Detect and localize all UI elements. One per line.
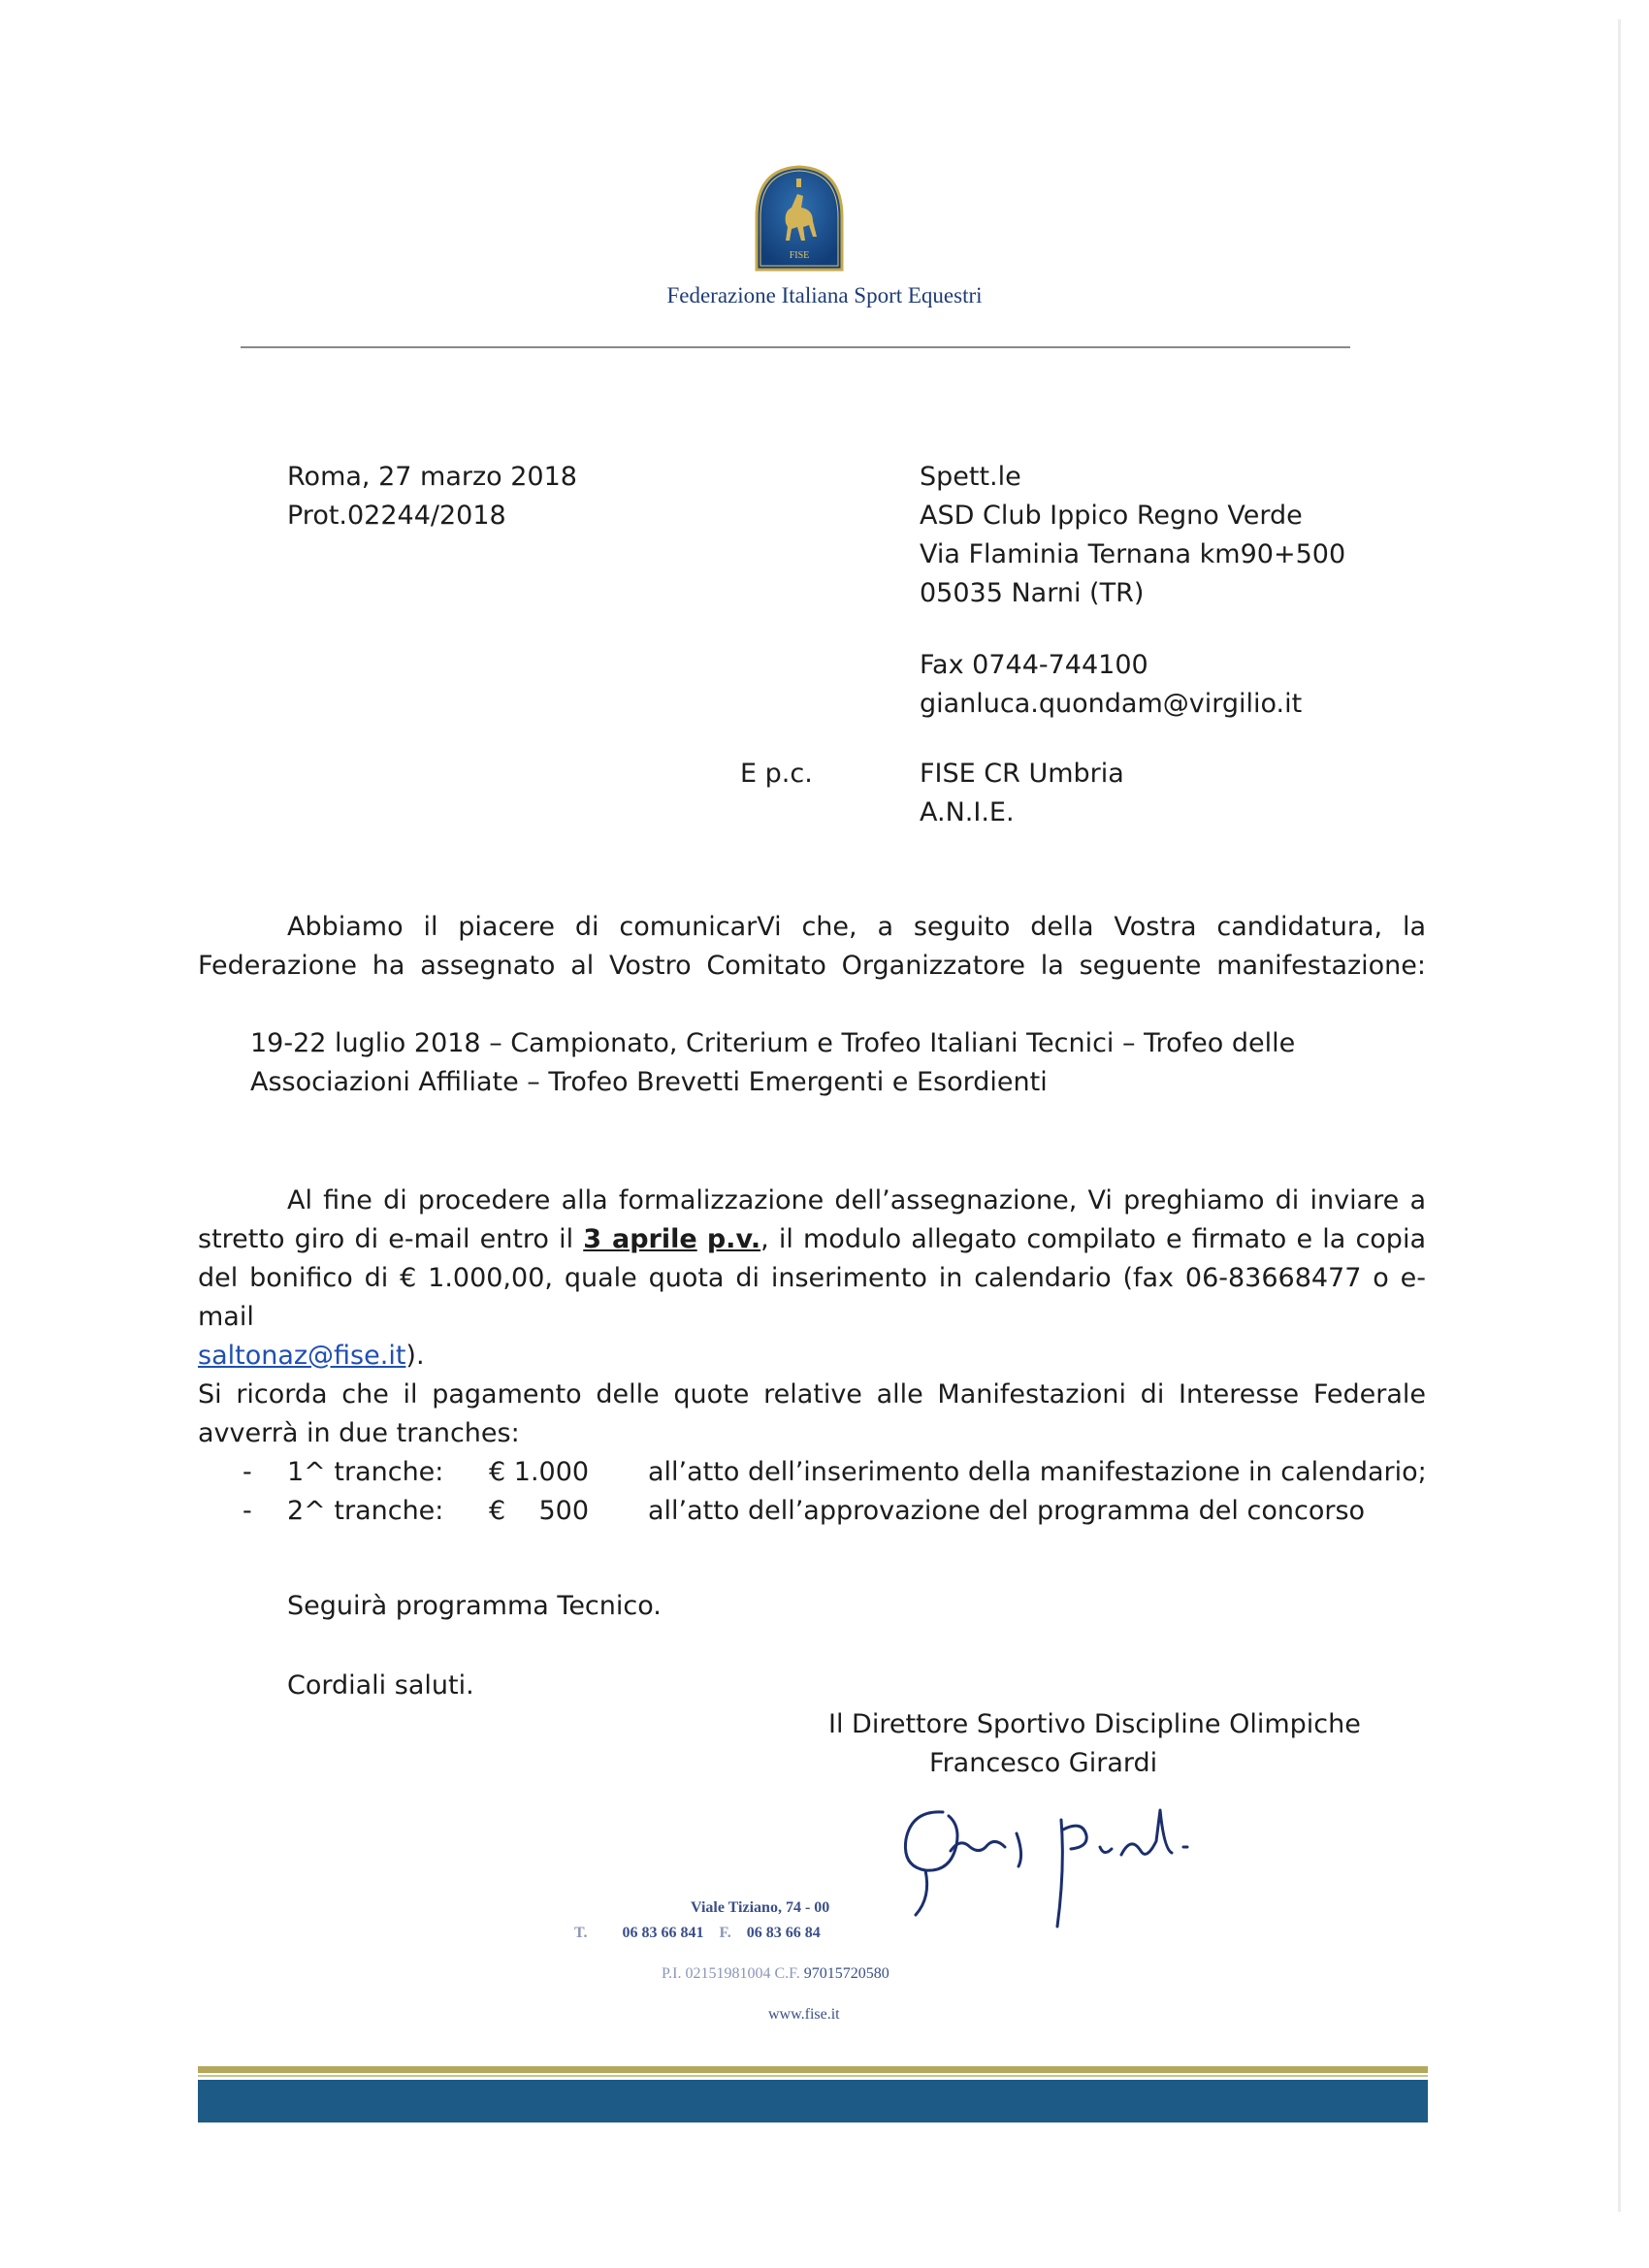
- closing-regards: Cordiali saluti.: [287, 1670, 474, 1701]
- tranche-amount: € 500: [489, 1496, 590, 1526]
- paragraph-line: avverrà in due tranches:: [198, 1418, 520, 1448]
- paragraph-request: [198, 1182, 1426, 1376]
- recipient-block: [920, 458, 1345, 613]
- deadline-date: 3 aprile: [583, 1224, 697, 1254]
- footer-band-blue: [198, 2080, 1428, 2122]
- cc-line-1: FISE CR Umbria: [920, 759, 1124, 789]
- paragraph-line: Al fine di procedere alla formalizzazione dell’assegnazione, Vi preghiamo di inviare a: [287, 1185, 1426, 1215]
- footer-band-olive: [198, 2066, 1428, 2073]
- paragraph-announcement: [198, 908, 1426, 986]
- paragraph-line: del bonifico di € 1.000,00, quale quota di inserimento in calendario (fax 06-83668477 o e-mail: [198, 1263, 1426, 1332]
- email-link[interactable]: saltonaz@fise.it: [198, 1341, 406, 1371]
- recipient-name: ASD Club Ippico Regno Verde: [920, 501, 1303, 531]
- date-line: Roma, 27 marzo 2018: [287, 462, 577, 492]
- sender-block: [287, 458, 577, 535]
- cc-line-2: A.N.I.E.: [920, 797, 1015, 827]
- scan-edge: [1618, 19, 1621, 2212]
- text-segment: stretto giro di e-mail entro il: [198, 1224, 584, 1254]
- deadline-suffix: p.v.: [706, 1224, 761, 1254]
- pi-label: P.I.: [662, 1965, 682, 1982]
- event-description: [250, 1024, 1414, 1102]
- recipient-contacts: [920, 646, 1302, 724]
- paragraph-line: Abbiamo il piacere di comunicarVi che, a seguito della Vostra candidatura, la: [287, 912, 1426, 942]
- list-bullet: -: [242, 1496, 252, 1526]
- signatory-name: Francesco Girardi: [929, 1748, 1158, 1778]
- recipient-fax: Fax 0744-744100: [920, 650, 1148, 680]
- paragraph-line: Federazione ha assegnato al Vostro Comitato Organizzatore la seguente manifestazione:: [198, 951, 1426, 981]
- cc-label: E p.c.: [740, 759, 813, 789]
- organization-name: Federazione Italiana Sport Equestri: [666, 283, 983, 308]
- paragraph-line: [198, 1220, 1426, 1259]
- cf-label: C.F.: [774, 1965, 800, 1982]
- event-line-1: 19-22 luglio 2018 – Campionato, Criterium e Trofeo Italiani Tecnici – Trofeo delle: [250, 1028, 1296, 1058]
- footer-band-thin: [198, 2075, 1428, 2077]
- footer-tax-line: [662, 1965, 889, 1983]
- event-line-2: Associazioni Affiliate – Trofeo Brevetti Emergenti e Esordienti: [250, 1067, 1048, 1097]
- recipient-email: gianluca.quondam@virgilio.it: [920, 689, 1303, 719]
- protocol-number: Prot.02244/2018: [287, 501, 506, 531]
- paragraph-line: [198, 1337, 1426, 1376]
- recipient-street: Via Flaminia Ternana km90+500: [920, 539, 1346, 569]
- text-segment: ).: [405, 1341, 425, 1371]
- footer-address: Viale Tiziano, 74 - 00: [691, 1899, 830, 1916]
- handwritten-signature: [892, 1791, 1319, 1936]
- header-divider: [241, 346, 1350, 348]
- fax-number: 06 83 66 84: [746, 1925, 821, 1941]
- tranche-description: all’atto dell’approvazione del programma del concorso: [648, 1496, 1366, 1526]
- phone-label: T.: [574, 1925, 588, 1941]
- recipient-salutation: Spett.le: [920, 462, 1021, 492]
- text-segment: , il modulo allegato compilato e firmato e la copia: [760, 1224, 1426, 1254]
- follow-up-note: Seguirà programma Tecnico.: [287, 1591, 662, 1621]
- list-bullet: -: [242, 1457, 252, 1487]
- recipient-city: 05035 Narni (TR): [920, 578, 1145, 608]
- cf-number: 97015720580: [803, 1965, 889, 1982]
- signatory-role: Il Direttore Sportivo Discipline Olimpiche: [828, 1709, 1361, 1739]
- tranche-label: 2^ tranche:: [287, 1496, 444, 1526]
- tranche-label: 1^ tranche:: [287, 1457, 444, 1487]
- tranche-description: all’atto dell’inserimento della manifestazione in calendario;: [648, 1457, 1427, 1487]
- cc-block: [920, 755, 1124, 832]
- fax-label: F.: [719, 1925, 731, 1941]
- phone-number: 06 83 66 841: [622, 1925, 704, 1941]
- fise-logo: [743, 161, 856, 274]
- logo-text: FISE: [789, 250, 810, 261]
- paragraph-payment: [198, 1376, 1426, 1453]
- pi-number: 02151981004: [685, 1965, 771, 1982]
- tranche-amount: € 1.000: [489, 1457, 590, 1487]
- paragraph-line: Si ricorda che il pagamento delle quote relative alle Manifestazioni di Interesse Federale: [198, 1379, 1426, 1409]
- footer-website: www.fise.it: [768, 2006, 840, 2023]
- footer-phone-line: [574, 1925, 821, 1942]
